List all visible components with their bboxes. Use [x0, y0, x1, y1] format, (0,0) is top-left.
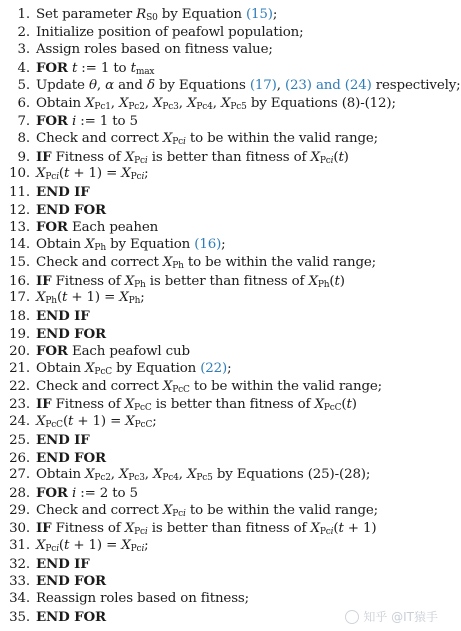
- keyword: FOR: [36, 113, 68, 130]
- line-text: by Equation: [157, 7, 246, 22]
- line-number: 24.: [9, 414, 30, 430]
- line-text: ,: [96, 77, 106, 93]
- line-text: is better than fitness of: [145, 273, 309, 289]
- math-symbol: X: [119, 95, 129, 111]
- math-symbol: X: [124, 397, 135, 413]
- line-text: ,: [144, 467, 153, 483]
- algorithm-line: [6, 24, 303, 42]
- line-number: 28.: [9, 485, 30, 501]
- algorithm-line: [6, 395, 357, 413]
- algorithm-line: [6, 289, 145, 307]
- algorithm-line: [6, 431, 90, 449]
- math-symbol: X: [124, 273, 135, 289]
- algorithm-line: [6, 272, 345, 290]
- keyword: END FOR: [36, 201, 106, 218]
- line-text: Fitness of: [51, 521, 125, 537]
- line-text: (: [333, 149, 339, 165]
- math-subscript: i: [144, 155, 148, 166]
- line-text: Fitness of: [51, 273, 125, 289]
- math-symbol: X: [186, 95, 197, 111]
- math-symbol: X: [119, 290, 129, 306]
- line-text: Obtain: [36, 237, 86, 253]
- math-symbol: t: [338, 521, 344, 537]
- line-text: ;: [144, 538, 149, 553]
- line-number: 31.: [9, 538, 30, 553]
- math-symbol: X: [36, 414, 46, 430]
- math-symbol: t: [334, 273, 340, 289]
- line-number: 1.: [17, 7, 30, 22]
- line-number: 12.: [9, 202, 30, 218]
- math-symbol: t: [130, 61, 136, 77]
- algorithm-line: [6, 201, 106, 219]
- keyword: FOR: [36, 484, 68, 501]
- keyword: END IF: [36, 431, 90, 448]
- math-subscript: Pc: [134, 527, 145, 538]
- math-symbol: i: [71, 485, 77, 501]
- math-subscript: Ph: [45, 296, 57, 307]
- algorithm-line: [6, 555, 90, 573]
- line-text: respectively;: [371, 77, 461, 93]
- line-text: ;: [272, 7, 278, 22]
- algorithm-line: [6, 360, 232, 378]
- line-text: := 2 to 5: [76, 485, 138, 501]
- keyword: IF: [36, 520, 52, 537]
- math-symbol: t: [68, 414, 74, 430]
- line-number: 25.: [9, 432, 30, 448]
- line-number: 29.: [9, 502, 30, 518]
- algorithm-line: [6, 413, 157, 431]
- algorithm-line: [6, 466, 370, 484]
- algorithm-line: [6, 572, 106, 590]
- line-text: Set parameter: [36, 7, 137, 22]
- math-subscript: Ph: [172, 260, 184, 271]
- math-symbol: R: [136, 7, 147, 22]
- line-text: to be within the valid range;: [183, 254, 377, 270]
- math-symbol: X: [162, 254, 173, 270]
- line-text: (: [329, 273, 335, 289]
- algorithm-line: [6, 95, 396, 113]
- zhihu-logo-icon: [345, 610, 359, 624]
- line-text: Check and correct: [36, 378, 163, 394]
- line-number: 35.: [9, 609, 30, 625]
- math-symbol: X: [308, 273, 318, 289]
- equation-reference-link[interactable]: (15): [245, 7, 273, 22]
- line-text: by Equation: [105, 237, 195, 253]
- line-number: 18.: [9, 308, 30, 324]
- math-subscript: Ph: [128, 296, 141, 307]
- line-text: := 1 to 5: [76, 114, 138, 130]
- math-symbol: X: [36, 166, 46, 182]
- line-text: by Equations: [154, 77, 250, 93]
- line-text: Reassign roles based on fitness;: [36, 591, 250, 607]
- line-number: 13.: [9, 220, 30, 236]
- math-subscript: i: [141, 172, 145, 183]
- math-symbol: X: [85, 95, 95, 111]
- math-symbol: t: [346, 397, 352, 413]
- line-text: ,: [178, 95, 187, 111]
- line-text: by Equation: [111, 361, 201, 376]
- math-subscript: PcC: [134, 420, 153, 431]
- math-symbol: t: [64, 538, 70, 553]
- math-subscript: Pc4: [196, 101, 213, 112]
- math-subscript: max: [135, 67, 155, 78]
- line-text: + 1) =: [69, 166, 122, 182]
- math-subscript: Pc2: [128, 101, 145, 112]
- math-subscript: S0: [146, 13, 158, 23]
- math-subscript: i: [56, 172, 59, 183]
- algorithm-line: [6, 502, 378, 520]
- math-subscript: Pc2: [94, 473, 111, 484]
- keyword: FOR: [36, 343, 68, 360]
- line-text: ): [339, 273, 345, 289]
- line-number: 5.: [17, 77, 30, 93]
- line-text: Update: [36, 77, 89, 93]
- line-text: ): [351, 397, 357, 413]
- math-subscript: Ph: [134, 279, 146, 290]
- math-symbol: X: [124, 521, 135, 537]
- math-subscript: PcC: [94, 367, 112, 377]
- algorithm-line: [6, 218, 158, 236]
- line-text: Fitness of: [51, 397, 125, 413]
- line-text: (: [62, 414, 69, 430]
- line-text: Each peahen: [67, 220, 159, 236]
- keyword: FOR: [36, 219, 68, 236]
- math-subscript: Ph: [94, 243, 106, 254]
- line-text: + 1) =: [73, 414, 126, 430]
- keyword: END FOR: [36, 608, 106, 625]
- line-text: Check and correct: [36, 502, 163, 518]
- line-text: by Equations (8)-(12);: [246, 95, 396, 111]
- line-number: 17.: [9, 290, 30, 306]
- keyword: FOR: [36, 60, 68, 77]
- line-text: Obtain: [36, 95, 86, 111]
- algorithm-line: [6, 519, 376, 537]
- math-subscript: Pc: [319, 155, 331, 166]
- math-subscript: PcC: [323, 403, 342, 414]
- line-text: (: [58, 538, 64, 553]
- math-symbol: X: [220, 95, 231, 111]
- equation-reference-link[interactable]: (22): [200, 361, 228, 376]
- line-text: + 1) =: [67, 290, 120, 306]
- math-symbol: X: [36, 538, 46, 553]
- line-number: 6.: [17, 95, 30, 111]
- line-number: 23.: [9, 397, 30, 413]
- math-subscript: Pc5: [196, 473, 213, 484]
- line-text: Check and correct: [36, 130, 163, 146]
- line-text: ,: [178, 467, 187, 483]
- math-subscript: Pc: [45, 172, 57, 183]
- math-symbol: t: [64, 166, 70, 182]
- keyword: END IF: [36, 307, 90, 324]
- line-text: + 1): [343, 521, 377, 537]
- line-number: 2.: [17, 24, 30, 40]
- line-number: 16.: [9, 273, 30, 289]
- keyword: END FOR: [36, 449, 106, 466]
- line-text: Assign roles based on fitness value;: [36, 42, 273, 58]
- keyword: END IF: [36, 555, 90, 572]
- algorithm-line: [6, 59, 154, 77]
- math-symbol: X: [162, 378, 173, 394]
- math-subscript: Pc: [172, 508, 184, 519]
- math-symbol: X: [125, 414, 135, 430]
- line-text: ;: [152, 414, 157, 430]
- line-text: (: [56, 290, 63, 306]
- algorithm-line: [6, 590, 249, 608]
- math-subscript: i: [330, 155, 334, 166]
- algorithm-line: [6, 484, 138, 502]
- line-number: 10.: [9, 166, 30, 182]
- math-symbol: α: [105, 77, 114, 93]
- line-text: to be within the valid range;: [185, 130, 379, 146]
- math-symbol: X: [310, 521, 320, 537]
- line-number: 11.: [9, 185, 30, 200]
- line-text: by Equations (25)-(28);: [212, 467, 371, 483]
- math-symbol: X: [162, 502, 173, 518]
- math-subscript: Pc1: [94, 101, 111, 112]
- math-subscript: Pc: [130, 172, 142, 183]
- line-number: 7.: [17, 114, 30, 130]
- algorithm-line: [6, 183, 90, 201]
- line-number: 30.: [9, 521, 30, 537]
- math-symbol: X: [85, 467, 95, 483]
- math-symbol: X: [153, 467, 163, 483]
- math-subscript: i: [56, 544, 59, 554]
- line-text: (: [58, 166, 64, 182]
- line-number: 8.: [17, 130, 30, 146]
- keyword: END IF: [36, 184, 90, 200]
- math-subscript: Pc5: [230, 101, 247, 112]
- line-text: is better than fitness of: [151, 397, 315, 413]
- algorithm-line: [6, 342, 190, 360]
- algorithm-line: [6, 77, 461, 95]
- line-text: ;: [221, 237, 226, 253]
- math-subscript: PcC: [172, 384, 190, 395]
- algorithm-line: [6, 325, 106, 343]
- math-subscript: PcC: [45, 420, 63, 431]
- line-text: + 1) =: [69, 538, 122, 553]
- algorithm-line: [6, 307, 90, 325]
- algorithm-line: [6, 148, 349, 166]
- line-text: ;: [227, 361, 232, 376]
- line-number: 32.: [9, 556, 30, 572]
- line-number: 9.: [17, 149, 30, 165]
- keyword: END FOR: [36, 325, 106, 342]
- keyword: END FOR: [36, 573, 106, 590]
- line-text: ,: [144, 95, 153, 111]
- line-text: to be within the valid range;: [189, 378, 383, 394]
- equation-reference-link[interactable]: (16): [194, 237, 222, 253]
- line-number: 34.: [9, 591, 30, 607]
- line-text: ,: [212, 95, 221, 111]
- math-symbol: X: [85, 237, 95, 253]
- line-number: 20.: [9, 344, 30, 360]
- math-symbol: X: [121, 166, 131, 182]
- line-text: (: [333, 521, 339, 537]
- line-text: is better than fitness of: [147, 521, 311, 537]
- keyword: IF: [36, 272, 52, 289]
- algorithm-line: [6, 165, 149, 183]
- math-symbol: X: [186, 467, 197, 483]
- math-subscript: i: [183, 136, 186, 147]
- line-text: Each peafowl cub: [67, 344, 190, 360]
- algorithm-line: [6, 6, 277, 24]
- math-symbol: t: [71, 61, 78, 77]
- line-text: ,: [110, 95, 120, 111]
- line-text: ;: [144, 166, 149, 182]
- line-number: 19.: [9, 326, 30, 342]
- line-text: and: [113, 77, 147, 93]
- math-symbol: X: [162, 130, 173, 146]
- line-text: ,: [110, 467, 120, 483]
- algorithm-line: [6, 254, 376, 272]
- line-text: is better than fitness of: [147, 149, 311, 165]
- math-symbol: X: [153, 95, 163, 111]
- math-symbol: X: [121, 538, 131, 553]
- watermark: [345, 608, 438, 625]
- watermark-text: 知乎 @IT猿手: [363, 610, 438, 624]
- line-number: 21.: [9, 361, 30, 376]
- line-text: Obtain: [36, 467, 86, 483]
- line-text: Check and correct: [36, 254, 163, 270]
- line-number: 4.: [17, 61, 30, 77]
- line-number: 3.: [17, 42, 30, 58]
- keyword: IF: [36, 148, 52, 165]
- line-number: 27.: [9, 467, 30, 483]
- math-subscript: PcC: [134, 403, 152, 414]
- math-symbol: X: [124, 149, 135, 165]
- math-subscript: Pc: [134, 155, 145, 166]
- math-symbol: t: [338, 149, 344, 165]
- algorithm-line: [6, 130, 378, 148]
- algorithm-line: [6, 112, 138, 130]
- keyword: IF: [36, 396, 52, 413]
- line-number: 26.: [9, 450, 30, 466]
- math-symbol: δ: [146, 77, 155, 93]
- line-number: 15.: [9, 254, 30, 270]
- math-subscript: Ph: [317, 279, 330, 290]
- math-symbol: X: [36, 290, 46, 306]
- math-symbol: t: [62, 290, 68, 306]
- math-subscript: i: [141, 544, 145, 554]
- line-text: to be within the valid range;: [185, 502, 379, 518]
- math-symbol: X: [119, 467, 129, 483]
- line-text: ,: [276, 77, 285, 93]
- math-symbol: i: [71, 114, 77, 130]
- algorithm-line: [6, 537, 149, 555]
- line-text: Obtain: [36, 361, 86, 376]
- math-subscript: Pc: [319, 527, 331, 538]
- line-text: Fitness of: [51, 149, 125, 165]
- math-subscript: Pc3: [128, 473, 145, 484]
- algorithm-line: [6, 378, 382, 396]
- math-subscript: Pc4: [162, 473, 179, 484]
- math-symbol: θ: [88, 77, 97, 93]
- equation-reference-link[interactable]: (17): [249, 77, 277, 93]
- line-number: 33.: [9, 574, 30, 590]
- line-text: Initialize position of peafowl population;: [36, 24, 304, 40]
- equation-reference-link[interactable]: (23) and (24): [284, 77, 372, 93]
- math-subscript: Pc: [172, 136, 184, 147]
- math-symbol: X: [314, 397, 324, 413]
- algorithm-line: [6, 236, 226, 254]
- algorithm-line: [6, 449, 106, 467]
- line-text: (: [341, 397, 347, 413]
- math-subscript: Pc: [130, 544, 142, 554]
- line-text: ): [343, 149, 349, 165]
- algorithm-line: [6, 41, 273, 59]
- math-symbol: X: [310, 149, 320, 165]
- math-symbol: X: [85, 361, 95, 376]
- math-subscript: Pc: [45, 544, 57, 554]
- line-text: := 1 to: [77, 61, 131, 77]
- line-text: ;: [140, 290, 145, 306]
- math-subscript: Pc3: [162, 101, 179, 112]
- line-number: 14.: [9, 237, 30, 253]
- algorithm-line: [6, 608, 106, 626]
- line-number: 22.: [9, 378, 30, 394]
- math-subscript: i: [144, 527, 148, 538]
- math-subscript: i: [183, 508, 186, 519]
- math-subscript: i: [330, 527, 334, 538]
